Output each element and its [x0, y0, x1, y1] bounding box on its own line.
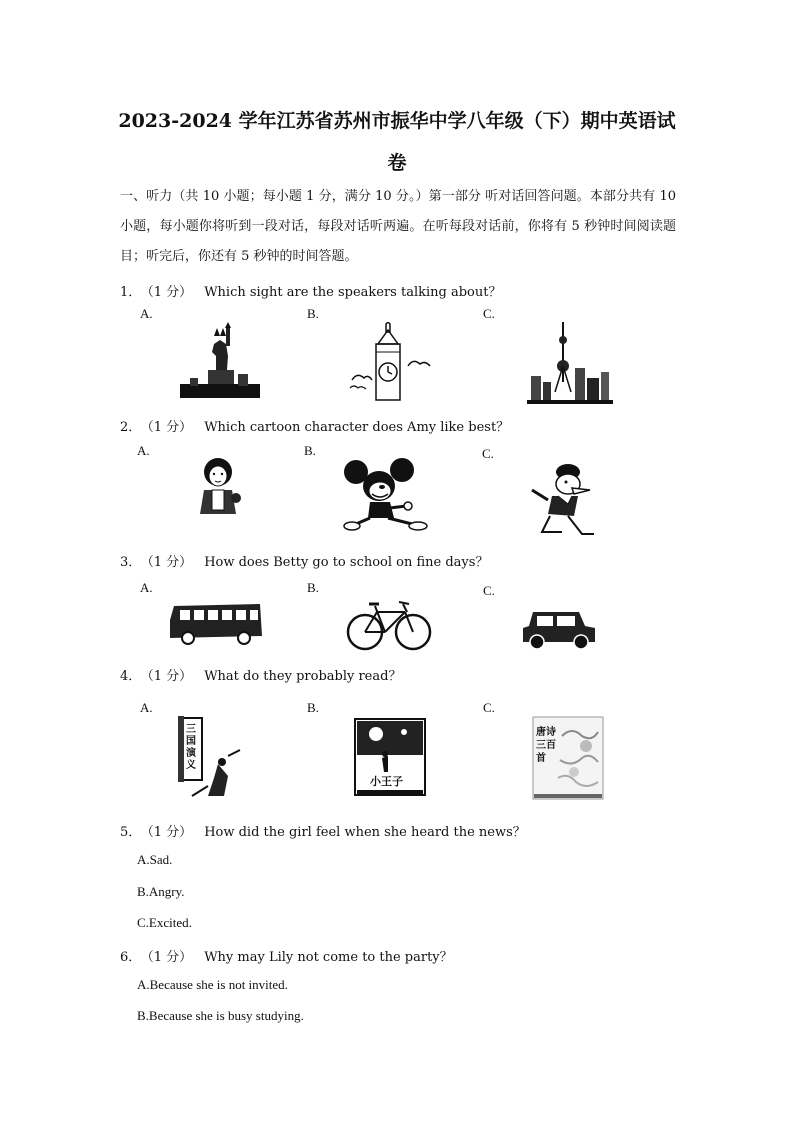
option-label-c: C. [482, 446, 494, 461]
donald-duck-icon [528, 460, 606, 540]
question-points: （1 分） [147, 825, 193, 840]
option-label-b: B. [304, 443, 316, 458]
answer-option-c: C.Excited. [137, 915, 192, 930]
big-ben-icon [346, 322, 432, 402]
question-text: Which sight are the speakers talking about？ [204, 285, 502, 300]
option-label-b: B. [307, 700, 319, 715]
question-number: 1． [120, 285, 142, 300]
question-5 [120, 821, 526, 840]
question-points: （1 分） [147, 950, 193, 965]
option-label-a: A. [140, 306, 153, 321]
section-intro: 一、听力（共 10 小题；每小题 1 分，满分 10 分。）第一部分 听对话回答问题。本部分共有 10 小题，每小题你将听到一段对话，每段对话听两遍。在听每段对话前，你将有 5 秒钟时间阅读题目；听完后，你还有 5 秒钟的时间答题。 [120, 189, 676, 264]
book-cover-title: 唐诗三百首 [536, 727, 556, 764]
option-label-b: B. [307, 580, 319, 595]
statue-of-liberty-icon [176, 322, 266, 402]
answer-option-b: B.Because she is busy studying. [137, 1008, 304, 1023]
question-6 [120, 946, 453, 965]
question-text: How does Betty go to school on fine days？ [204, 555, 489, 570]
option-label-c: C. [483, 583, 495, 598]
mickey-mouse-icon [342, 458, 430, 534]
question-points: （1 分） [147, 285, 193, 300]
book-cover-title: 三国演义 [186, 724, 196, 771]
question-1 [120, 281, 501, 300]
answer-option-b: B.Angry. [137, 884, 185, 899]
snow-white-icon [190, 454, 246, 526]
answer-option-a: A.Sad. [137, 852, 173, 867]
page-title: 2023-2024 学年江苏省苏州市振华中学八年级（下）期中英语试 [118, 110, 676, 132]
question-text: Why may Lily not come to the party？ [204, 950, 453, 965]
car-icon [519, 604, 599, 652]
option-label-a: A. [137, 443, 150, 458]
question-points: （1 分） [147, 555, 193, 570]
question-text: How did the girl feel when she heard the news？ [204, 825, 526, 840]
option-label-c: C. [483, 700, 495, 715]
question-2 [120, 416, 509, 435]
question-3 [120, 551, 488, 570]
question-number: 5． [120, 825, 142, 840]
option-label-c: C. [483, 306, 495, 321]
question-text: Which cartoon character does Amy like best？ [204, 420, 510, 435]
question-number: 2． [120, 420, 142, 435]
question-number: 4． [120, 669, 142, 684]
question-4 [120, 665, 401, 684]
option-label-b: B. [307, 306, 319, 321]
question-number: 6． [120, 950, 142, 965]
bus-icon [166, 600, 266, 646]
book-little-prince-icon [354, 718, 426, 796]
question-number: 3． [120, 555, 142, 570]
option-label-a: A. [140, 700, 153, 715]
book-three-kingdoms-icon [178, 716, 250, 798]
page-title-continued: 卷 [387, 152, 407, 174]
question-points: （1 分） [147, 669, 193, 684]
book-cover-title: 小王子 [370, 775, 403, 788]
book-tang-poems-icon [532, 716, 604, 800]
option-label-a: A. [140, 580, 153, 595]
question-text: What do they probably read？ [204, 669, 402, 684]
bicycle-icon [345, 596, 433, 652]
question-points: （1 分） [147, 420, 193, 435]
answer-option-a: A.Because she is not invited. [137, 977, 288, 992]
oriental-pearl-tower-icon [527, 322, 613, 406]
